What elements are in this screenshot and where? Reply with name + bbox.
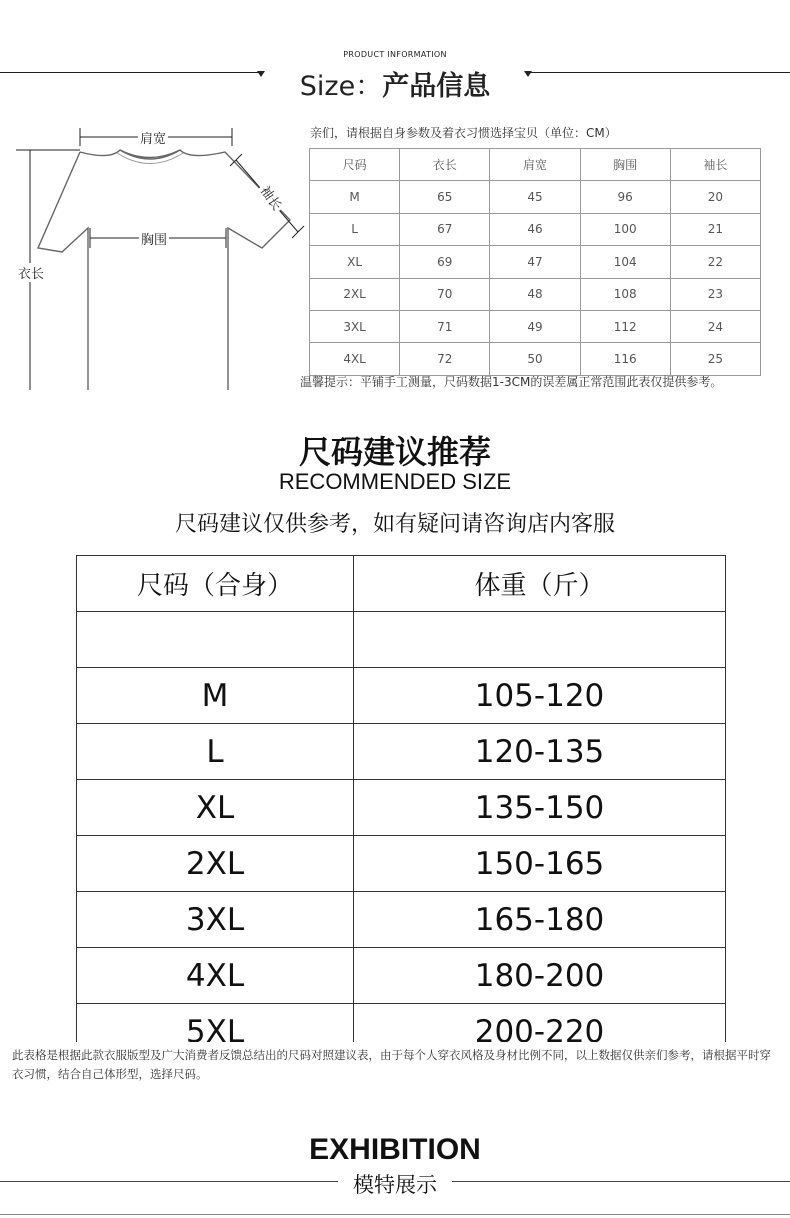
- measure-cell: 2XL: [310, 278, 400, 310]
- recommend-row: [77, 1004, 726, 1043]
- measure-cell: 70: [400, 278, 490, 310]
- measure-header-cell: 肩宽: [490, 149, 580, 181]
- recommend-title: 尺码建议推荐: [298, 433, 491, 471]
- header-title-cn: 产品信息: [382, 71, 491, 102]
- measure-cell: 45: [490, 181, 580, 213]
- measurement-table: [309, 148, 761, 376]
- recommend-size-cell: 2XL: [77, 836, 354, 892]
- recommend-size-cell: L: [77, 724, 354, 780]
- measure-header-cell: 袖长: [670, 149, 760, 181]
- recommend-description: 尺码建议仅供参考，如有疑问请咨询店内客服: [174, 512, 615, 537]
- header-small-title: PRODUCT INFORMATION: [343, 50, 447, 59]
- measure-cell: 48: [490, 278, 580, 310]
- header-title: [0, 64, 790, 103]
- measure-cell: 22: [670, 246, 760, 278]
- measure-header-row: [310, 149, 761, 181]
- measure-cell: 20: [670, 181, 760, 213]
- recommend-size-cell: 3XL: [77, 892, 354, 948]
- measure-row: [310, 246, 761, 278]
- tshirt-diagram: [0, 120, 305, 390]
- recommend-weight-cell: 150-165: [354, 836, 726, 892]
- measure-cell: 67: [400, 213, 490, 245]
- measure-cell: 49: [490, 310, 580, 342]
- disclaimer-text: 此表格是根据此款衣服版型及广大消费者反馈总结出的尺码对照建议表，由于每个人穿衣风格及身材比例不同，以上数据仅供亲们参考，请根据平时穿衣习惯，结合自己体形型，选择尺码。: [12, 1048, 771, 1081]
- recommend-table: [76, 555, 726, 1042]
- recommend-header-row: [77, 556, 726, 612]
- bottom-rule: [0, 1214, 790, 1215]
- measure-cell: 23: [670, 278, 760, 310]
- measure-row: [310, 278, 761, 310]
- measure-cell: 100: [580, 213, 670, 245]
- recommend-row: [77, 836, 726, 892]
- measure-cell: 3XL: [310, 310, 400, 342]
- recommend-size-cell: XL: [77, 780, 354, 836]
- recommend-row: [77, 892, 726, 948]
- recommend-weight-cell: 165-180: [354, 892, 726, 948]
- measure-tip: 温馨提示：平铺手工测量，尺码数据1-3CM的误差属正常范围此表仅提供参考。: [300, 375, 723, 389]
- measure-header-cell: 胸围: [580, 149, 670, 181]
- measure-cell: 69: [400, 246, 490, 278]
- measure-cell: 25: [670, 343, 760, 375]
- label-chest: 胸围: [139, 229, 169, 248]
- recommend-table-wrapper: [76, 555, 726, 1042]
- recommend-weight-cell: [354, 612, 726, 668]
- recommend-row: [77, 948, 726, 1004]
- recommend-weight-cell: 200-220: [354, 1004, 726, 1043]
- measure-cell: 112: [580, 310, 670, 342]
- recommend-subtitle: RECOMMENDED SIZE: [278, 469, 512, 494]
- header-title-size: Size: [299, 71, 356, 102]
- measure-cell: 50: [490, 343, 580, 375]
- measure-header-cell: 尺码: [310, 149, 400, 181]
- measure-cell: 116: [580, 343, 670, 375]
- measure-cell: L: [310, 213, 400, 245]
- recommend-weight-cell: 135-150: [354, 780, 726, 836]
- measure-cell: 24: [670, 310, 760, 342]
- measure-cell: 46: [490, 213, 580, 245]
- recommend-size-cell: M: [77, 668, 354, 724]
- recommend-header-weight: 体重（斤）: [354, 556, 726, 612]
- recommend-size-cell: 5XL: [77, 1004, 354, 1043]
- measure-cell: 65: [400, 181, 490, 213]
- recommend-row: [77, 780, 726, 836]
- measure-header-cell: 衣长: [400, 149, 490, 181]
- recommend-row: [77, 668, 726, 724]
- label-shoulder: 肩宽: [138, 128, 168, 147]
- measure-cell: 71: [400, 310, 490, 342]
- header-title-sep: ：: [355, 71, 383, 102]
- recommend-size-cell: 4XL: [77, 948, 354, 1004]
- recommend-weight-cell: 120-135: [354, 724, 726, 780]
- recommend-weight-cell: 180-200: [354, 948, 726, 1004]
- recommend-row: [77, 612, 726, 668]
- recommend-row: [77, 724, 726, 780]
- measure-cell: 104: [580, 246, 670, 278]
- exhibition-subtitle: 模特展示: [353, 1173, 437, 1197]
- measure-cell: 108: [580, 278, 670, 310]
- measure-note: 亲们，请根据自身参数及着衣习惯选择宝贝（单位：CM）: [310, 126, 617, 140]
- measure-row: [310, 343, 761, 375]
- measure-cell: M: [310, 181, 400, 213]
- measure-cell: 21: [670, 213, 760, 245]
- measure-row: [310, 181, 761, 213]
- recommend-size-cell: [77, 612, 354, 668]
- measure-cell: 96: [580, 181, 670, 213]
- measure-cell: 47: [490, 246, 580, 278]
- measure-cell: 72: [400, 343, 490, 375]
- label-length: 衣长: [16, 263, 46, 282]
- recommend-weight-cell: 105-120: [354, 668, 726, 724]
- measure-row: [310, 310, 761, 342]
- measure-row: [310, 213, 761, 245]
- measure-cell: XL: [310, 246, 400, 278]
- recommend-header-size: 尺码（合身）: [77, 556, 354, 612]
- exhibition-title: EXHIBITION: [309, 1133, 481, 1166]
- measure-cell: 4XL: [310, 343, 400, 375]
- label-sleeve: 袖长: [256, 180, 289, 215]
